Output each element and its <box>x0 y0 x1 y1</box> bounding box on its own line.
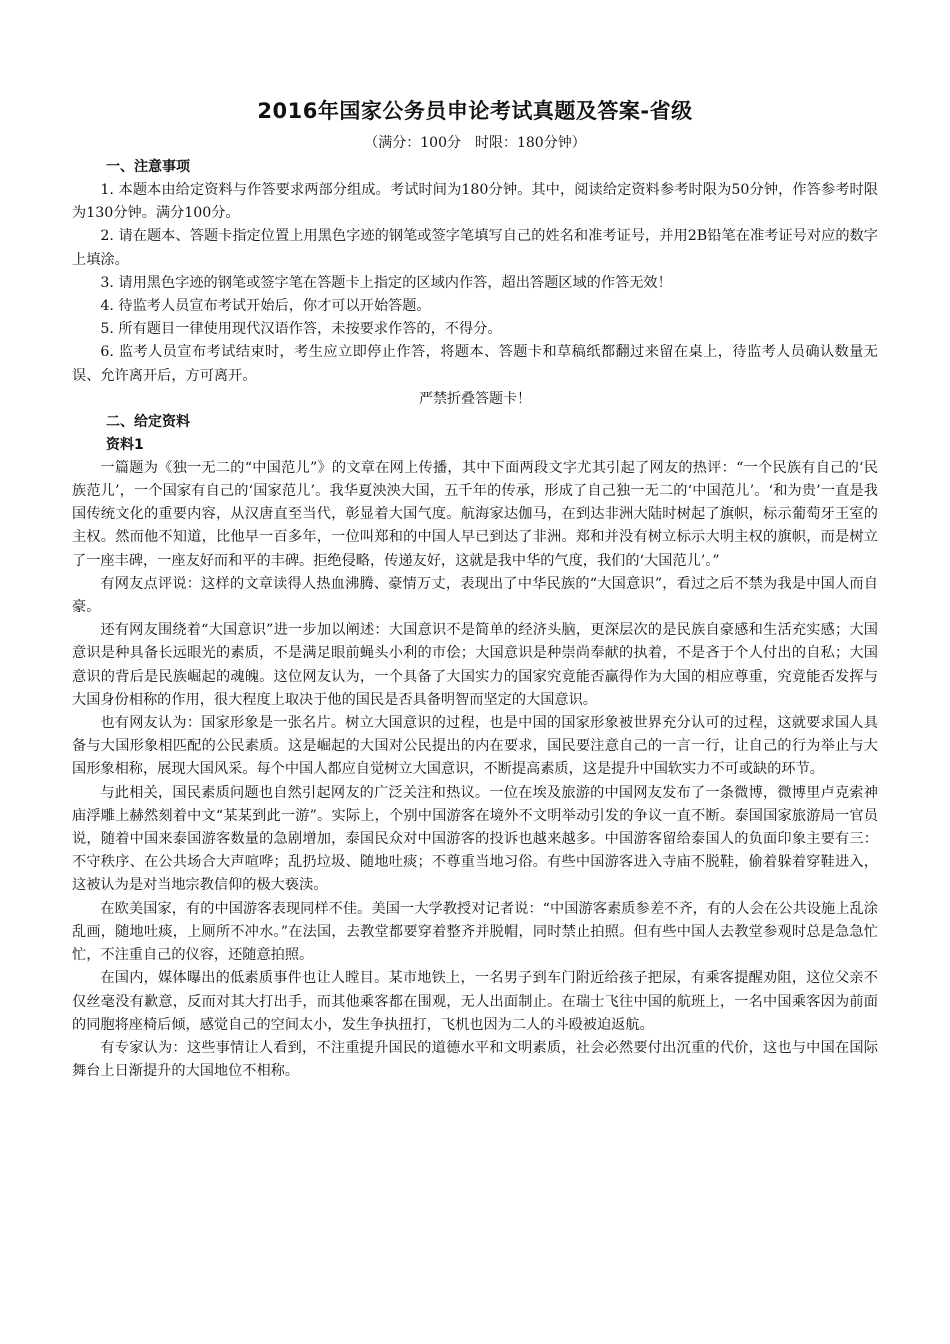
material-paragraph: 一篇题为《独一无二的“中国范儿”》的文章在网上传播，其中下面两段文字尤其引起了网友的热评：“一个民族有自己的‘民族范儿’，一个国家有自己的‘国家范儿’。我华夏泱泱大国，五千年的传承，形成了自己独一无二的‘中国范儿’。‘和为贵’一直是我国传统文化的重要内容，从汉唐直至当代，彰显着大国气度。航海家达伽马，在到达非洲大陆时树起了旗帜，标示葡萄牙王室的主权。然而他不知道，比他早一百多年，一位叫郑和的中国人早已到达了非洲。郑和并没有树立标示大明主权的旗帜，而是树立了一座丰碑，一座友好而和平的丰碑。拒绝侵略，传递友好，这就是我中华的气度，我们的‘大国范儿’。” <box>72 459 878 569</box>
document-subtitle: （满分：100分 时限：180分钟） <box>364 135 586 151</box>
material-paragraph: 还有网友围绕着“大国意识”进一步加以阐述：大国意识不是简单的经济头脑，更深层次的是民族自豪感和生活充实感；大国意识是种具备长远眼光的素质，不是满足眼前蝇头小利的市侩；大国意识是种崇尚奉献的执着，不是吝于个人付出的自私；大国意识的背后是民族崛起的魂魄。这位网友认为，一个具备了大国实力的国家究竟能否赢得作为大国的相应尊重，究竟能否发挥与大国身份相称的作用，很大程度上取决于他的国民是否具备明智而坚定的大国意识。 <box>72 622 878 708</box>
note-item: 3. 请用黑色字迹的钢笔或签字笔在答题卡上指定的区域内作答，超出答题区域的作答无效！ <box>100 274 672 291</box>
section-heading-notes: 一、注意事项 <box>106 159 190 175</box>
note-item: 1. 本题本由给定资料与作答要求两部分组成。考试时间为180分钟。其中，阅读给定资料参考时限为50分钟，作答参考时限为130分钟。满分100分。 <box>72 182 878 222</box>
material-paragraph: 与此相关，国民素质问题也自然引起网友的广泛关注和热议。一位在埃及旅游的中国网友发布了一条微博，微博里卢克索神庙浮雕上赫然刻着中文“某某到此一游”。实际上，个别中国游客在境外不文明举动引发的争议一直不断。泰国国家旅游局一官员说，随着中国来泰国游客数量的急剧增加，泰国民众对中国游客的投诉也越来越多。中国游客留给泰国人的负面印象主要有三：不守秩序、在公共场合大声喧哗；乱扔垃圾、随地吐痰；不尊重当地习俗。有些中国游客进入寺庙不脱鞋，偷着躲着穿鞋进入，这被认为是对当地宗教信仰的极大亵渎。 <box>72 784 878 894</box>
note-item: 5. 所有题目一律使用现代汉语作答，未按要求作答的，不得分。 <box>100 321 502 338</box>
material-paragraph: 有网友点评说：这样的文章读得人热血沸腾、豪情万丈，表现出了中华民族的“大国意识”，看过之后不禁为我是中国人而自豪。 <box>72 575 878 616</box>
no-folding-notice: 严禁折叠答题卡！ <box>419 390 531 407</box>
document-title: 2016年国家公务员申论考试真题及答案-省级 <box>257 99 693 123</box>
note-item: 6. 监考人员宣布考试结束时，考生应立即停止作答，将题本、答题卡和草稿纸都翻过来留在桌上，待监考人员确认数量无误、允许离开后，方可离开。 <box>72 344 878 384</box>
material-paragraph: 有专家认为：这些事情让人看到，不注重提升国民的道德水平和文明素质，社会必然要付出沉重的代价，这也与中国在国际舞台上日渐提升的大国地位不相称。 <box>72 1039 878 1080</box>
section-heading-materials: 二、给定资料 <box>106 413 190 430</box>
note-item: 4. 待监考人员宣布考试开始后，你才可以开始答题。 <box>100 298 431 315</box>
material-label: 资料1 <box>106 436 144 453</box>
note-item: 2. 请在题本、答题卡指定位置上用黑色字迹的钢笔或签字笔填写自己的姓名和准考证号，并用2B铅笔在准考证号对应的数字上填涂。 <box>72 228 878 268</box>
material-paragraph: 在国内，媒体曝出的低素质事件也让人瞠目。某市地铁上，一名男子到车门附近给孩子把尿，有乘客提醒劝阻，这位父亲不仅丝毫没有歉意，反而对其大打出手，而其他乘客都在围观，无人出面制止。在瑞士飞往中国的航班上，一名中国乘客因为前面的同胞将座椅后倾，感觉自己的空间太小，发生争执扭打，飞机也因为二人的斗殴被迫返航。 <box>72 970 878 1033</box>
material-paragraph: 也有网友认为：国家形象是一张名片。树立大国意识的过程，也是中国的国家形象被世界充分认可的过程，这就要求国人具备与大国形象相匹配的公民素质。这是崛起的大国对公民提出的内在要求，国民要注意自己的一言一行，让自己的行为举止与大国形象相称，展现大国风采。每个中国人都应自觉树立大国意识，不断提高素质，这是提升中国软实力不可或缺的环节。 <box>72 715 878 778</box>
material-paragraph: 在欧美国家，有的中国游客表现同样不佳。美国一大学教授对记者说：“中国游客素质参差不齐，有的人会在公共设施上乱涂乱画，随地吐痰，上厕所不冲水。”在法国，去教堂都要穿着整齐并脱帽，同时禁止拍照。但有些中国人去教堂参观时总是急急忙忙，不注重自己的仪容，还随意拍照。 <box>72 900 878 964</box>
